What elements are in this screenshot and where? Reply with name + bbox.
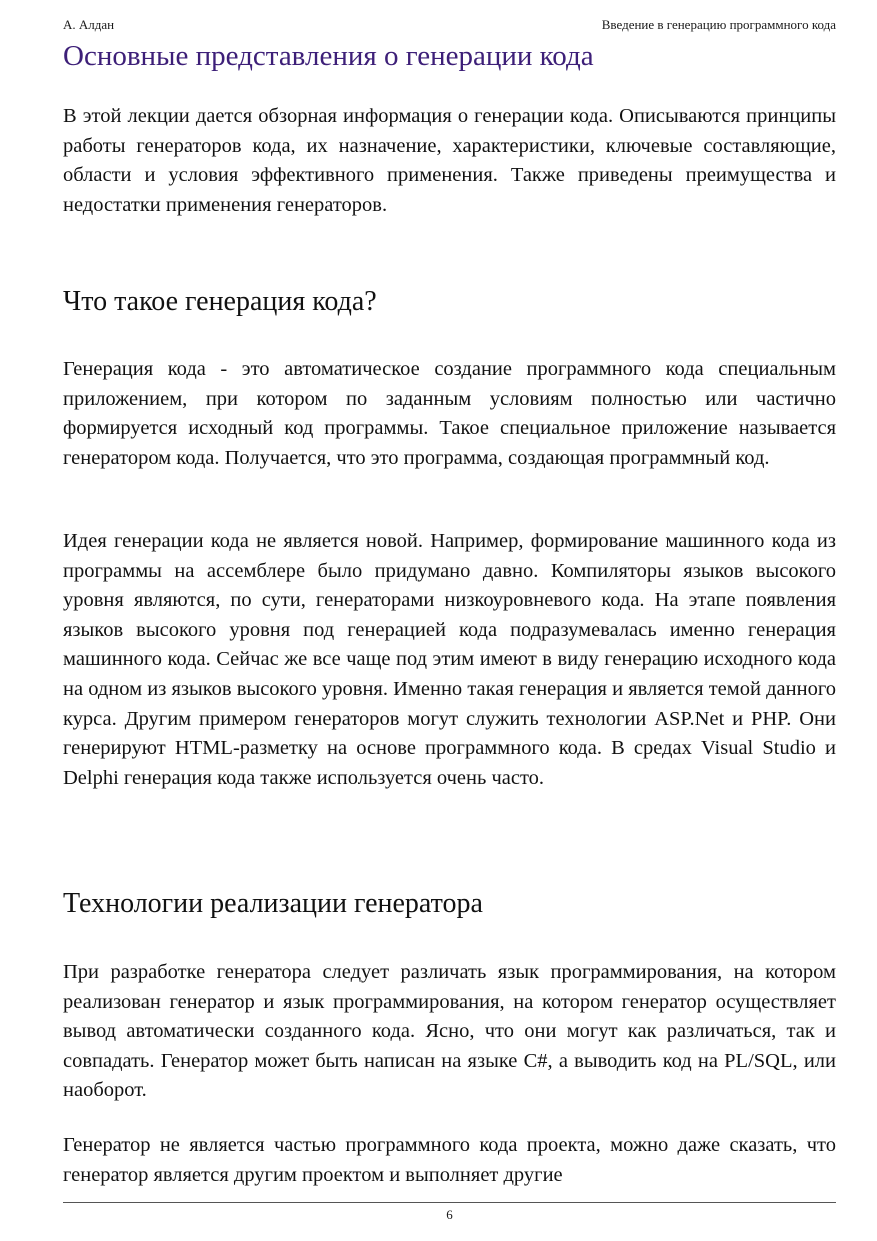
body-paragraph: Генерация кода - это автоматическое создание программного кода специальным приложением, при котором по заданным условиям полностью или частично формируется исходный код программы. Такое специальное приложение называется генератором кода. Получается, что это программа, создающая программный код. <box>63 358 836 469</box>
page-title: Основные представления о генерации кода <box>63 40 594 72</box>
document-page <box>63 0 836 1241</box>
body-paragraph: При разработке генератора следует различать язык программирования, на котором реализован генератор и язык программирования, на котором генератор осуществляет вывод автоматически созданного кода. Ясно, что они могут как различаться, так и совпадать. Генератор может быть написан на языке C#, а выводить код на PL/SQL, или наоборот. <box>63 961 836 1102</box>
section-heading-what-is-codegen: Что такое генерация кода? <box>63 286 377 317</box>
page-number: 6 <box>446 1207 453 1222</box>
header-course-title: Введение в генерацию программного кода <box>601 17 836 32</box>
body-paragraph: Идея генерации кода не является новой. Например, формирование машинного кода из программы на ассемблере было придумано давно. Компиляторы языков высокого уровня являются, по сути, генераторами низкоуровневого кода. На этапе появления языков высокого уровня под генерацией кода подразумевалась именно генерация машинного кода. Сейчас же все чаще под этим имеют в виду генерацию исходного кода на одном из языков высокого уровня. Именно такая генерация и является темой данного курса. Другим примером генераторов могут служить технологии ASP.Net и PHP. Они генерируют HTML-разметку на основе программного кода. В средах Visual Studio и Delphi генерация кода также используется очень часто. <box>63 530 836 789</box>
header-author: А. Алдан <box>63 17 115 32</box>
footer-divider <box>63 1202 836 1203</box>
section-heading-generator-technologies: Технологии реализации генератора <box>63 888 483 919</box>
intro-paragraph: В этой лекции дается обзорная информация о генерации кода. Описываются принципы работы генераторов кода, их назначение, характеристики, ключевые составляющие, области и условия эффективного применения. Также приведены преимущества и недостатки применения генераторов. <box>63 105 836 216</box>
body-paragraph: Генератор не является частью программного кода проекта, можно даже сказать, что генератор является другим проектом и выполняет другие <box>63 1134 836 1186</box>
